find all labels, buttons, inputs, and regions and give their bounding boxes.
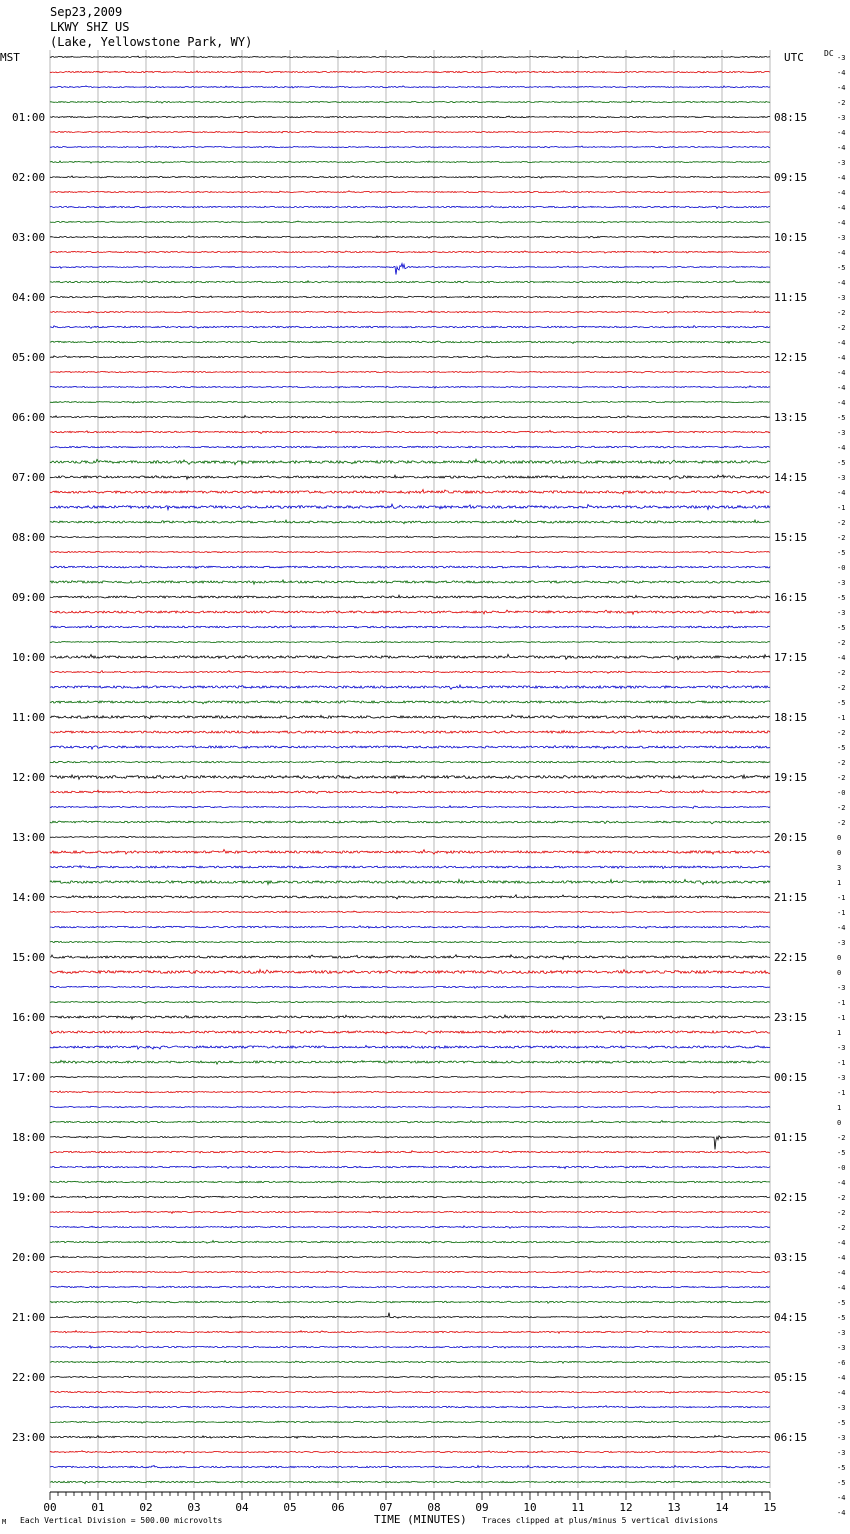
dc-offset-label: -4 <box>837 1509 846 1517</box>
right-hour-labels <box>774 111 807 1444</box>
dc-offset-label: -4 <box>837 369 846 377</box>
x-tick-label: 01 <box>91 1501 105 1514</box>
trace-row-62 <box>50 986 770 988</box>
trace-row-95 <box>50 1481 770 1484</box>
dc-offset-label: -4 <box>837 144 846 152</box>
right-hour-label: 09:15 <box>774 171 808 184</box>
dc-offset-label: -2 <box>837 774 846 782</box>
x-tick-label: 08 <box>427 1501 441 1514</box>
left-hour-label: 10:00 <box>12 651 46 664</box>
x-axis <box>43 1492 776 1514</box>
trace-row-21 <box>50 371 770 373</box>
trace-row-65 <box>50 1030 770 1034</box>
trace-row-20 <box>50 356 770 358</box>
dc-offset-label: 0 <box>837 849 842 857</box>
x-axis-title: TIME (MINUTES) <box>374 1513 467 1526</box>
dc-offset-label: -2 <box>837 324 846 332</box>
dc-offset-label: -5 <box>837 1299 846 1307</box>
dc-offset-label: -4 <box>837 174 846 182</box>
left-hour-label: 05:00 <box>12 351 46 364</box>
vertical-division-note: Each Vertical Division = 500.00 microvolts <box>20 1516 223 1525</box>
dc-offset-label: -2 <box>837 309 846 317</box>
trace-row-53 <box>50 850 770 855</box>
dc-offset-label: -3 <box>837 1344 846 1352</box>
dc-offset-label: -3 <box>837 1044 846 1052</box>
dc-offset-label: -5 <box>837 1419 846 1427</box>
trace-row-8 <box>50 176 770 178</box>
right-hour-label: 00:15 <box>774 1071 808 1084</box>
right-hour-label: 17:15 <box>774 651 808 664</box>
dc-offset-label: -1 <box>837 1014 846 1022</box>
left-hour-label: 17:00 <box>12 1071 46 1084</box>
dc-offset-label: -0 <box>837 564 846 572</box>
trace-row-6 <box>50 146 770 148</box>
trace-row-73 <box>50 1151 770 1154</box>
trace-row-93 <box>50 1451 770 1454</box>
right-hour-label: 02:15 <box>774 1191 808 1204</box>
trace-row-76 <box>50 1196 770 1199</box>
left-hour-label: 03:00 <box>12 231 46 244</box>
trace-row-41 <box>50 671 770 674</box>
dc-offset-label: 3 <box>837 864 842 872</box>
dc-offset-label: -4 <box>837 249 846 257</box>
left-hour-label: 19:00 <box>12 1191 46 1204</box>
dc-offset-label: -4 <box>837 1239 846 1247</box>
dc-offset-label: -2 <box>837 1209 846 1217</box>
dc-offset-label: -4 <box>837 1254 846 1262</box>
trace-row-58 <box>50 926 770 929</box>
dc-offset-label: -5 <box>837 744 846 752</box>
trace-row-46 <box>50 746 770 750</box>
left-hour-label: 04:00 <box>12 291 46 304</box>
right-hour-label: 23:15 <box>774 1011 808 1024</box>
dc-offset-label: -5 <box>837 594 846 602</box>
trace-row-84 <box>50 1313 770 1319</box>
dc-offset-label: -4 <box>837 84 846 92</box>
trace-row-37 <box>50 610 770 614</box>
dc-offset-label: -3 <box>837 984 846 992</box>
dc-offset-label: -4 <box>837 1494 846 1502</box>
trace-row-64 <box>50 1015 770 1019</box>
dc-offset-label: -3 <box>837 159 846 167</box>
trace-row-3 <box>50 101 770 103</box>
trace-row-85 <box>50 1331 770 1334</box>
dc-offset-label: -5 <box>837 1464 846 1472</box>
trace-row-30 <box>50 504 770 510</box>
dc-offset-label: 0 <box>837 954 842 962</box>
trace-row-82 <box>50 1286 770 1288</box>
dc-offset-label: -3 <box>837 1404 846 1412</box>
x-tick-label: 15 <box>763 1501 777 1514</box>
left-hour-label: 18:00 <box>12 1131 46 1144</box>
dc-offset-label: -2 <box>837 1194 846 1202</box>
station-label: LKWY SHZ US <box>50 20 130 34</box>
dc-offset-label: -4 <box>837 384 846 392</box>
dc-offset-label: -2 <box>837 729 846 737</box>
dc-offset-label: -2 <box>837 669 846 677</box>
dc-offset-label: -5 <box>837 1314 846 1322</box>
dc-offset-label: -1 <box>837 1089 846 1097</box>
right-hour-label: 10:15 <box>774 231 808 244</box>
trace-row-47 <box>50 761 770 763</box>
dc-offset-label: -5 <box>837 459 846 467</box>
x-tick-label: 02 <box>139 1501 153 1514</box>
trace-row-42 <box>50 685 770 689</box>
dc-offset-label: -3 <box>837 1074 846 1082</box>
right-hour-label: 03:15 <box>774 1251 808 1264</box>
trace-row-27 <box>50 459 770 464</box>
trace-row-72 <box>50 1136 770 1150</box>
left-hour-label: 06:00 <box>12 411 46 424</box>
x-tick-label: 04 <box>235 1501 249 1514</box>
dc-offset-label: -2 <box>837 534 846 542</box>
dc-offset-label: -5 <box>837 1479 846 1487</box>
trace-row-23 <box>50 401 770 403</box>
dc-offset-label: -0 <box>837 789 846 797</box>
clip-note: Traces clipped at plus/minus 5 vertical divisions <box>482 1516 719 1525</box>
dc-offset-label: -3 <box>837 294 846 302</box>
dc-offset-label: -2 <box>837 684 846 692</box>
location-label: (Lake, Yellowstone Park, WY) <box>50 35 253 49</box>
x-tick-label: 14 <box>715 1501 729 1514</box>
dc-offset-label: -4 <box>837 1284 846 1292</box>
left-hour-label: 02:00 <box>12 171 46 184</box>
left-hour-label: 23:00 <box>12 1431 46 1444</box>
x-tick-label: 05 <box>283 1501 297 1514</box>
dc-offset-label: -4 <box>837 204 846 212</box>
dc-offset-label: -5 <box>837 624 846 632</box>
corner-mark: M <box>2 1518 7 1526</box>
dc-offset-label: -2 <box>837 819 846 827</box>
trace-row-71 <box>50 1121 770 1123</box>
dc-label: DC <box>824 49 834 58</box>
trace-row-45 <box>50 730 770 733</box>
dc-offset-label: -3 <box>837 114 846 122</box>
trace-row-11 <box>50 221 770 223</box>
trace-row-59 <box>50 941 770 943</box>
dc-offset-label: -3 <box>837 579 846 587</box>
dc-offset-label: -1 <box>837 1059 846 1067</box>
left-hour-labels <box>12 111 45 1444</box>
trace-row-74 <box>50 1166 770 1169</box>
x-tick-label: 03 <box>187 1501 201 1514</box>
dc-offset-label: -4 <box>837 399 846 407</box>
dc-offset-label: -2 <box>837 639 846 647</box>
right-hour-label: 11:15 <box>774 291 808 304</box>
trace-row-60 <box>50 955 770 960</box>
dc-offset-label: -2 <box>837 519 846 527</box>
x-tick-label: 00 <box>43 1501 57 1514</box>
dc-offset-label: -4 <box>837 279 846 287</box>
trace-row-78 <box>50 1226 770 1229</box>
trace-row-1 <box>50 71 770 74</box>
trace-row-9 <box>50 191 770 193</box>
trace-row-29 <box>50 490 770 494</box>
dc-offset-label: -4 <box>837 129 846 137</box>
date-label: Sep23,2009 <box>50 5 123 19</box>
left-hour-label: 22:00 <box>12 1371 46 1384</box>
dc-offset-label: -4 <box>837 444 846 452</box>
left-hour-label: 12:00 <box>12 771 46 784</box>
left-hour-label: 09:00 <box>12 591 46 604</box>
dc-offset-label: -5 <box>837 699 846 707</box>
trace-row-32 <box>50 536 770 538</box>
trace-row-44 <box>50 715 770 719</box>
right-hour-label: 16:15 <box>774 591 808 604</box>
trace-row-88 <box>50 1376 770 1378</box>
dc-offset-label: -3 <box>837 1329 846 1337</box>
right-hour-label: 06:15 <box>774 1431 808 1444</box>
dc-offset-label: 0 <box>837 969 842 977</box>
trace-row-55 <box>50 879 770 884</box>
x-tick-label: 07 <box>379 1501 393 1514</box>
trace-row-40 <box>50 654 770 659</box>
dc-offset-label: -3 <box>837 474 846 482</box>
left-hour-label: 11:00 <box>12 711 46 724</box>
dc-offset-label: -4 <box>837 219 846 227</box>
dc-offset-label: -4 <box>837 354 846 362</box>
dc-offset-label: -5 <box>837 1149 846 1157</box>
dc-offset-label: -1 <box>837 714 846 722</box>
trace-row-31 <box>50 520 770 524</box>
right-hour-label: 18:15 <box>774 711 808 724</box>
trace-row-43 <box>50 701 770 704</box>
left-hour-label: 07:00 <box>12 471 46 484</box>
dc-offset-label: -2 <box>837 1134 846 1142</box>
trace-row-4 <box>50 116 770 118</box>
trace-row-38 <box>50 626 770 629</box>
trace-row-52 <box>50 836 770 838</box>
dc-offset-label: -5 <box>837 264 846 272</box>
dc-offset-label: -4 <box>837 1269 846 1277</box>
right-hour-label: 21:15 <box>774 891 808 904</box>
dc-offset-label: -5 <box>837 549 846 557</box>
trace-row-15 <box>50 281 770 284</box>
dc-offset-label: -3 <box>837 54 846 62</box>
trace-row-67 <box>50 1060 770 1064</box>
trace-row-5 <box>50 131 770 133</box>
trace-row-89 <box>50 1391 770 1393</box>
trace-row-34 <box>50 566 770 569</box>
trace-row-77 <box>50 1211 770 1213</box>
right-hour-label: 04:15 <box>774 1311 808 1324</box>
trace-row-0 <box>50 56 770 58</box>
x-tick-label: 11 <box>571 1501 585 1514</box>
trace-row-90 <box>50 1406 770 1409</box>
dc-offset-label: -3 <box>837 939 846 947</box>
x-tick-label: 13 <box>667 1501 681 1514</box>
trace-row-63 <box>50 1001 770 1003</box>
left-hour-label: 01:00 <box>12 111 46 124</box>
trace-row-92 <box>50 1436 770 1439</box>
trace-row-91 <box>50 1421 770 1424</box>
right-hour-label: 14:15 <box>774 471 808 484</box>
trace-row-28 <box>50 475 770 479</box>
dc-offset-label: -4 <box>837 1389 846 1397</box>
trace-row-33 <box>50 551 770 553</box>
x-tick-label: 10 <box>523 1501 537 1514</box>
trace-row-75 <box>50 1181 770 1184</box>
left-hour-label: 13:00 <box>12 831 46 844</box>
dc-offset-label: -3 <box>837 1449 846 1457</box>
x-tick-label: 06 <box>331 1501 345 1514</box>
trace-row-19 <box>50 341 770 344</box>
dc-offset-label: 0 <box>837 1119 842 1127</box>
trace-row-22 <box>50 386 770 388</box>
trace-row-36 <box>50 595 770 598</box>
trace-row-56 <box>50 895 770 899</box>
left-timezone-label: MST <box>0 51 20 64</box>
dc-offset-labels <box>837 54 845 1517</box>
trace-row-10 <box>50 206 770 209</box>
right-hour-label: 20:15 <box>774 831 808 844</box>
trace-row-68 <box>50 1076 770 1078</box>
trace-row-39 <box>50 641 770 643</box>
x-tick-label: 12 <box>619 1501 633 1514</box>
right-timezone-label: UTC <box>784 51 804 64</box>
right-hour-label: 05:15 <box>774 1371 808 1384</box>
x-tick-label: 09 <box>475 1501 489 1514</box>
dc-offset-label: -4 <box>837 189 846 197</box>
trace-row-83 <box>50 1301 770 1303</box>
trace-row-25 <box>50 430 770 433</box>
trace-row-66 <box>50 1045 770 1049</box>
dc-offset-label: -1 <box>837 894 846 902</box>
trace-row-26 <box>50 446 770 448</box>
trace-row-18 <box>50 326 770 329</box>
dc-offset-label: -3 <box>837 1434 846 1442</box>
dc-offset-label: -4 <box>837 1179 846 1187</box>
dc-offset-label: -2 <box>837 99 846 107</box>
dc-offset-label: -4 <box>837 489 846 497</box>
dc-offset-label: -5 <box>837 414 846 422</box>
left-hour-label: 21:00 <box>12 1311 46 1324</box>
trace-row-70 <box>50 1106 770 1108</box>
trace-row-61 <box>50 970 770 974</box>
trace-row-16 <box>50 296 770 298</box>
trace-row-54 <box>50 866 770 869</box>
dc-offset-label: -4 <box>837 924 846 932</box>
right-hour-label: 22:15 <box>774 951 808 964</box>
dc-offset-label: -3 <box>837 234 846 242</box>
trace-row-51 <box>50 821 770 824</box>
dc-offset-label: -4 <box>837 69 846 77</box>
right-hour-label: 08:15 <box>774 111 808 124</box>
trace-row-87 <box>50 1361 770 1364</box>
dc-offset-label: -0 <box>837 1164 846 1172</box>
dc-offset-label: 0 <box>837 834 842 842</box>
trace-row-13 <box>50 251 770 253</box>
dc-offset-label: -6 <box>837 1359 846 1367</box>
trace-row-49 <box>50 790 770 794</box>
left-hour-label: 08:00 <box>12 531 46 544</box>
left-hour-label: 14:00 <box>12 891 46 904</box>
dc-offset-label: -2 <box>837 759 846 767</box>
trace-row-35 <box>50 580 770 584</box>
dc-offset-label: -4 <box>837 339 846 347</box>
trace-row-17 <box>50 311 770 313</box>
trace-row-24 <box>50 416 770 419</box>
trace-row-79 <box>50 1241 770 1244</box>
trace-row-81 <box>50 1271 770 1273</box>
dc-offset-label: -3 <box>837 609 846 617</box>
dc-offset-label: -1 <box>837 909 846 917</box>
header <box>50 5 252 49</box>
traces <box>50 56 770 1484</box>
footer <box>2 1513 718 1526</box>
trace-row-48 <box>50 775 770 779</box>
right-hour-label: 15:15 <box>774 531 808 544</box>
dc-offset-label: 1 <box>837 1029 842 1037</box>
dc-offset-label: 1 <box>837 1104 842 1112</box>
right-hour-label: 01:15 <box>774 1131 808 1144</box>
dc-offset-label: -4 <box>837 1374 846 1382</box>
trace-row-12 <box>50 236 770 238</box>
dc-offset-label: -2 <box>837 1224 846 1232</box>
dc-offset-label: -1 <box>837 504 846 512</box>
dc-offset-label: -3 <box>837 429 846 437</box>
dc-offset-label: 1 <box>837 879 842 887</box>
trace-row-14 <box>50 264 770 275</box>
right-hour-label: 12:15 <box>774 351 808 364</box>
right-hour-label: 13:15 <box>774 411 808 424</box>
trace-row-94 <box>50 1465 770 1468</box>
dc-offset-label: -1 <box>837 999 846 1007</box>
right-hour-label: 19:15 <box>774 771 808 784</box>
trace-row-57 <box>50 911 770 913</box>
dc-offset-label: -4 <box>837 654 846 662</box>
trace-row-7 <box>50 161 770 163</box>
left-hour-label: 16:00 <box>12 1011 46 1024</box>
trace-row-80 <box>50 1256 770 1258</box>
trace-row-86 <box>50 1346 770 1349</box>
dc-offset-label: -2 <box>837 804 846 812</box>
trace-row-69 <box>50 1091 770 1093</box>
left-hour-label: 15:00 <box>12 951 46 964</box>
left-hour-label: 20:00 <box>12 1251 46 1264</box>
trace-row-2 <box>50 86 770 88</box>
trace-row-50 <box>50 806 770 809</box>
